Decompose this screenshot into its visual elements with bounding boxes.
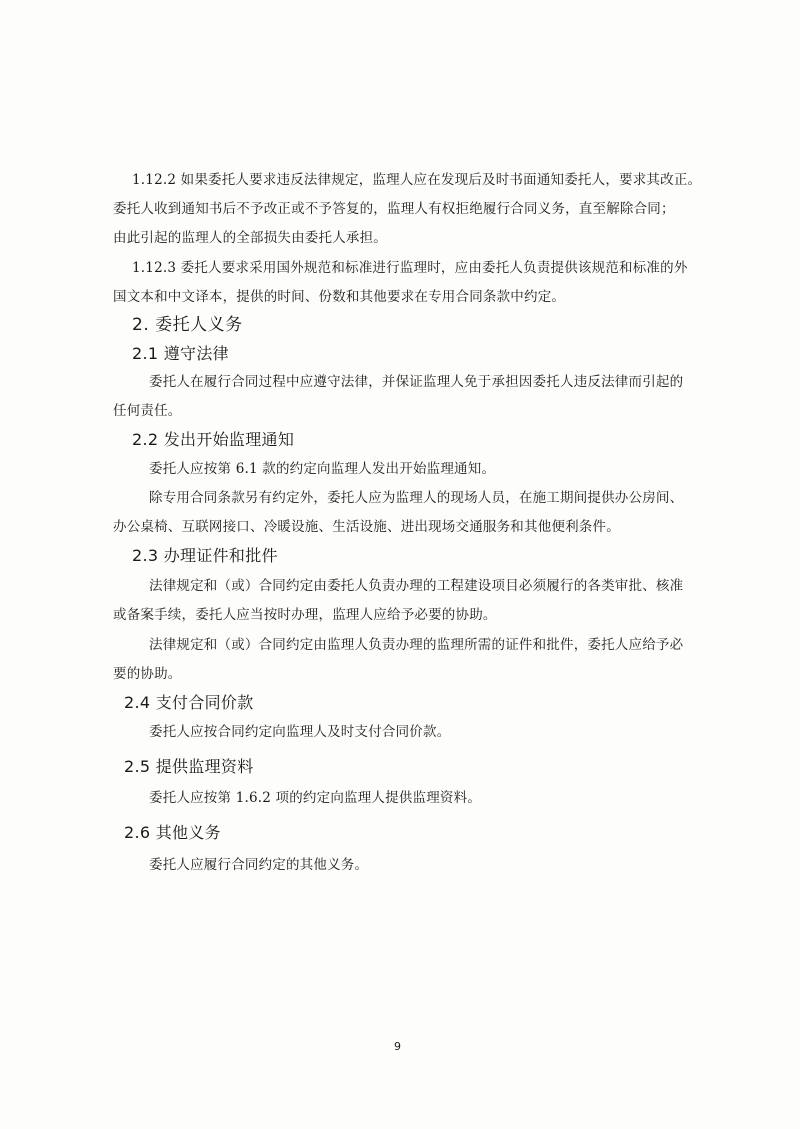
section-2-6-line-1: 委托人应履行合同约定的其他义务。 <box>149 857 369 873</box>
paragraph-1-12-3-line-2: 国文本和中文译本，提供的时间、份数和其他要求在专用合同条款中约定。 <box>113 289 566 305</box>
section-2-4-heading: 2.4 支付合同价款 <box>124 693 254 712</box>
section-2-6-heading: 2.6 其他义务 <box>124 823 221 842</box>
paragraph-1-12-2-line-2: 委托人收到通知书后不予改正或不予答复的，监理人有权拒绝履行合同义务，直至解除合同； <box>113 201 675 217</box>
section-2-3-heading: 2.3 办理证件和批件 <box>132 546 278 565</box>
page-number: 9 <box>394 1040 401 1053</box>
section-2-3-line-3: 法律规定和（或）合同约定由监理人负责办理的监理所需的证件和批件，委托人应给予必 <box>149 637 684 653</box>
paragraph-1-12-3-line-1: 1.12.3 委托人要求采用国外规范和标准进行监理时，应由委托人负责提供该规范和标准的外 <box>132 260 688 276</box>
section-2-5-heading: 2.5 提供监理资料 <box>124 757 254 776</box>
paragraph-1-12-2-line-1: 1.12.2 如果委托人要求违反法律规定，监理人应在发现后及时书面通知委托人，要求其改正。 <box>132 172 702 188</box>
section-2-1-line-1: 委托人在履行合同过程中应遵守法律，并保证监理人免于承担因委托人违反法律而引起的 <box>149 374 684 390</box>
section-2-2-line-1: 委托人应按第 6.1 款的约定向监理人发出开始监理通知。 <box>149 461 496 477</box>
section-2-3-line-1: 法律规定和（或）合同约定由委托人负责办理的工程建设项目必须履行的各类审批、核准 <box>149 578 684 594</box>
section-2-2-line-3: 办公桌椅、互联网接口、冷暖设施、生活设施、进出现场交通服务和其他便利条件。 <box>113 519 620 535</box>
section-2-2-line-2: 除专用合同条款另有约定外，委托人应为监理人的现场人员，在施工期间提供办公房间、 <box>149 490 684 506</box>
section-2-3-line-4: 要的协助。 <box>113 666 182 682</box>
section-2-3-line-2: 或备案手续，委托人应当按时办理，监理人应给予必要的协助。 <box>113 607 497 623</box>
section-2-heading: 2. 委托人义务 <box>132 315 243 335</box>
section-2-1-line-2: 任何责任。 <box>113 403 182 419</box>
section-2-5-line-1: 委托人应按第 1.6.2 项的约定向监理人提供监理资料。 <box>149 790 482 806</box>
section-2-2-heading: 2.2 发出开始监理通知 <box>132 430 295 449</box>
section-2-4-line-1: 委托人应按合同约定向监理人及时支付合同价款。 <box>149 724 451 740</box>
section-2-1-heading: 2.1 遵守法律 <box>132 344 229 363</box>
paragraph-1-12-2-line-3: 由此引起的监理人的全部损失由委托人承担。 <box>113 230 387 246</box>
